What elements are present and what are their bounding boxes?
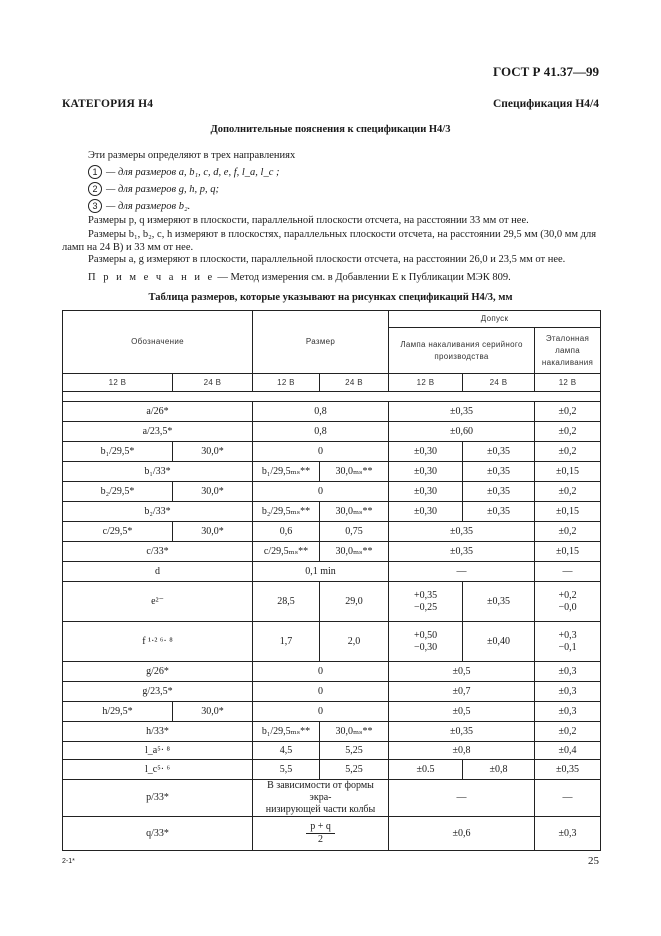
cell-designation-24v: 30,0* xyxy=(173,522,253,542)
cell-size-24v: 29,0 xyxy=(320,582,389,622)
cell-tolerance: ±0,35 xyxy=(389,722,535,742)
cell-reference: ±0,2 xyxy=(535,722,601,742)
table-row xyxy=(63,542,601,562)
cell-designation: p/33* xyxy=(63,780,253,817)
cell-tolerance: ±0,8 xyxy=(389,742,535,760)
table-row xyxy=(63,422,601,442)
tolerance-minus: −0,0 xyxy=(558,601,577,613)
paragraph-b1b2ch: Размеры b₁, b₂, c, h измеряют в плоскостях, параллельных плоскости отсчета, на расстоянии 29,5 мм (30,0 мм для ламп на 24 В) и 33 мм от нее. xyxy=(62,229,597,253)
table-row xyxy=(63,582,601,622)
header-12v: 12 В xyxy=(63,374,173,392)
table-row xyxy=(63,482,601,502)
cell-designation: f ¹·² ⁶· ⁸ xyxy=(63,622,253,662)
cell-tolerance-24v: ±0,40 xyxy=(463,622,535,662)
table-row xyxy=(63,402,601,422)
cell-designation: a/23,5* xyxy=(63,422,253,442)
paragraph-ag: Размеры a, g измеряют в плоскости, параллельной плоскости отсчета, на расстоянии 26,0 и 23,5 мм от нее. xyxy=(88,254,566,265)
document-code: ГОСТ Р 41.37—99 xyxy=(493,64,599,79)
cell-size: 0 xyxy=(253,442,389,462)
direction-3 xyxy=(88,199,190,213)
fraction xyxy=(306,821,335,846)
cell-reference: ±0,15 xyxy=(535,502,601,522)
category-title: КАТЕГОРИЯ Н4 xyxy=(62,98,154,110)
cell-size: 0 xyxy=(253,482,389,502)
cell-tolerance-12v xyxy=(389,582,463,622)
cell-tolerance-24v: ±0,35 xyxy=(463,442,535,462)
cell-size xyxy=(253,817,389,851)
cell-size-24v: 30,0ₘₛ** xyxy=(320,722,389,742)
cell-reference: — xyxy=(535,780,601,817)
cell-size-12v: b₁/29,5ₘₛ** xyxy=(253,722,320,742)
direction-2 xyxy=(88,182,219,196)
cell-designation: e²⁻ xyxy=(63,582,253,622)
cell-tolerance-12v: ±0,30 xyxy=(389,502,463,522)
tolerance-minus: −0,1 xyxy=(558,641,577,653)
header-tolerance: Допуск xyxy=(389,311,601,328)
header-24v: 24 В xyxy=(320,374,389,392)
cell-size-24v: 0,75 xyxy=(320,522,389,542)
cell-reference: ±0,15 xyxy=(535,542,601,562)
table-caption: Таблица размеров, которые указывают на рисунках спецификаций Н4/3, мм xyxy=(148,292,513,303)
cell-size-24v: 2,0 xyxy=(320,622,389,662)
cell-size-12v: b₂/29,5ₘₛ** xyxy=(253,502,320,522)
cell-tolerance-12v: ±0,30 xyxy=(389,482,463,502)
dimensions-table xyxy=(62,310,601,851)
cell-reference xyxy=(535,582,601,622)
cell-size-12v: 5,5 xyxy=(253,760,320,780)
cell-designation: d xyxy=(63,562,253,582)
cell-size: 0,8 xyxy=(253,402,389,422)
table-row xyxy=(63,562,601,582)
cell-tolerance: ±0,7 xyxy=(389,682,535,702)
cell-tolerance-24v: ±0,35 xyxy=(463,462,535,482)
cell-designation-24v: 30,0* xyxy=(173,442,253,462)
cell-size: 0,1 min xyxy=(253,562,389,582)
cell-size-12v: c/29,5ₘₛ** xyxy=(253,542,320,562)
cell-size-24v: 5,25 xyxy=(320,742,389,760)
circled-number-3: 3 xyxy=(88,199,102,213)
cell-tolerance-12v xyxy=(389,622,463,662)
cell-reference: ±0,3 xyxy=(535,662,601,682)
cell-size xyxy=(253,780,389,817)
cell-designation-12v: b₁/29,5* xyxy=(63,442,173,462)
specification-title: Спецификация Н4/4 xyxy=(492,98,599,110)
cell-tolerance-24v: ±0,35 xyxy=(463,582,535,622)
cell-tolerance-12v: ±0.5 xyxy=(389,760,463,780)
cell-reference: ±0,35 xyxy=(535,760,601,780)
cell-designation: h/33* xyxy=(63,722,253,742)
table-row xyxy=(63,462,601,482)
cell-tolerance: ±0,6 xyxy=(389,817,535,851)
cell-tolerance-24v: ±0,8 xyxy=(463,760,535,780)
table-row xyxy=(63,702,601,722)
note-text: — Метод измерения см. в Добавлении Е к Публикации МЭК 809. xyxy=(214,272,511,283)
note xyxy=(88,272,511,283)
cell-designation-12v: c/29,5* xyxy=(63,522,173,542)
cell-designation: g/26* xyxy=(63,662,253,682)
cell-reference: — xyxy=(535,562,601,582)
table-row xyxy=(63,817,601,851)
cell-size-12v: 4,5 xyxy=(253,742,320,760)
table-row xyxy=(63,522,601,542)
cell-reference: ±0,4 xyxy=(535,742,601,760)
cell-size-12v: 0,6 xyxy=(253,522,320,542)
cell-reference: ±0,3 xyxy=(535,817,601,851)
cell-size-12v: 28,5 xyxy=(253,582,320,622)
cell-designation: l_a⁵· ⁸ xyxy=(63,742,253,760)
table-row xyxy=(63,442,601,462)
cell-tolerance-12v: ±0,30 xyxy=(389,442,463,462)
cell-tolerance-12v: ±0,30 xyxy=(389,462,463,482)
cell-size-24v: 5,25 xyxy=(320,760,389,780)
cell-designation: q/33* xyxy=(63,817,253,851)
cell-reference: ±0,3 xyxy=(535,702,601,722)
header-designation: Обозначение xyxy=(63,311,253,374)
direction-3-text: — для размеров b₂. xyxy=(106,201,191,212)
cell-designation-12v: b₂/29,5* xyxy=(63,482,173,502)
direction-1 xyxy=(88,165,280,179)
fraction-numerator: p + q xyxy=(306,821,335,834)
cell-size: 0 xyxy=(253,662,389,682)
cell-size-24v: 30,0ₘₛ** xyxy=(320,502,389,522)
cell-reference: ±0,2 xyxy=(535,522,601,542)
cell-tolerance: ±0,5 xyxy=(389,662,535,682)
table-row xyxy=(63,780,601,817)
footer-code: 2-1* xyxy=(62,858,75,865)
cell-reference xyxy=(535,622,601,662)
cell-reference: ±0,15 xyxy=(535,462,601,482)
size-note-line-2: низирующей части колбы xyxy=(265,804,376,815)
tolerance-minus: −0,30 xyxy=(413,641,438,653)
cell-tolerance: ±0,5 xyxy=(389,702,535,722)
cell-tolerance: ±0,35 xyxy=(389,402,535,422)
circled-number-1: 1 xyxy=(88,165,102,179)
cell-reference: ±0,3 xyxy=(535,682,601,702)
tolerance-plus: +0,35 xyxy=(413,589,438,601)
table-row xyxy=(63,502,601,522)
cell-reference: ±0,2 xyxy=(535,442,601,462)
header-12v: 12 В xyxy=(535,374,601,392)
header-12v: 12 В xyxy=(389,374,463,392)
tolerance-plus: +0,50 xyxy=(413,629,438,641)
cell-designation-24v: 30,0* xyxy=(173,482,253,502)
cell-reference: ±0,2 xyxy=(535,422,601,442)
cell-tolerance: — xyxy=(389,562,535,582)
table-spacer xyxy=(63,392,601,402)
intro-paragraph: Эти размеры определяют в трех направлениях xyxy=(88,150,296,161)
cell-tolerance: — xyxy=(389,780,535,817)
table-row xyxy=(63,760,601,780)
page-number: 25 xyxy=(588,855,599,867)
cell-tolerance: ±0,35 xyxy=(389,542,535,562)
cell-designation-24v: 30,0* xyxy=(173,702,253,722)
cell-size-24v: 30,0ₘₛ** xyxy=(320,462,389,482)
cell-size: 0 xyxy=(253,682,389,702)
cell-designation: b₁/33* xyxy=(63,462,253,482)
tolerance-minus: −0,25 xyxy=(413,601,438,613)
cell-reference: ±0,2 xyxy=(535,402,601,422)
paragraph-pq: Размеры p, q измеряют в плоскости, параллельной плоскости отсчета, на расстоянии 33 мм от нее. xyxy=(88,215,529,226)
note-label: П р и м е ч а н и е xyxy=(88,272,215,283)
table-row xyxy=(63,742,601,760)
cell-designation: b₂/33* xyxy=(63,502,253,522)
cell-tolerance-24v: ±0,35 xyxy=(463,502,535,522)
direction-2-text: — для размеров g, h, p, q; xyxy=(106,184,219,195)
table-row xyxy=(63,722,601,742)
size-note-line-1: В зависимости от формы экра- xyxy=(267,780,374,803)
tolerance-plus: +0,2 xyxy=(558,589,577,601)
cell-designation: a/26* xyxy=(63,402,253,422)
header-12v: 12 В xyxy=(253,374,320,392)
table-row xyxy=(63,622,601,662)
header-serial-lamp: Лампа накаливания серийного производства xyxy=(389,328,535,374)
header-24v: 24 В xyxy=(463,374,535,392)
header-size: Размер xyxy=(253,311,389,374)
cell-designation: c/33* xyxy=(63,542,253,562)
cell-reference: ±0,2 xyxy=(535,482,601,502)
tolerance-plus: +0,3 xyxy=(558,629,577,641)
cell-size-12v: b₁/29,5ₘₛ** xyxy=(253,462,320,482)
section-subtitle: Дополнительные пояснения к спецификации Н4/3 xyxy=(210,124,451,135)
cell-tolerance: ±0,60 xyxy=(389,422,535,442)
cell-size: 0 xyxy=(253,702,389,722)
cell-size-12v: 1,7 xyxy=(253,622,320,662)
header-24v: 24 В xyxy=(173,374,253,392)
cell-size-24v: 30,0ₘₛ** xyxy=(320,542,389,562)
table-row xyxy=(63,682,601,702)
table-row xyxy=(63,662,601,682)
cell-size: 0,8 xyxy=(253,422,389,442)
cell-designation-12v: h/29,5* xyxy=(63,702,173,722)
cell-designation: g/23,5* xyxy=(63,682,253,702)
header-reference-lamp: Эталонная лампа накаливания xyxy=(535,328,601,374)
cell-designation: l_c⁵· ⁶ xyxy=(63,760,253,780)
direction-1-text: — для размеров a, b₁, c, d, e, f, l_a, l_c ; xyxy=(106,167,280,178)
cell-tolerance-24v: ±0,35 xyxy=(463,482,535,502)
circled-number-2: 2 xyxy=(88,182,102,196)
fraction-denominator: 2 xyxy=(318,834,323,845)
cell-tolerance: ±0,35 xyxy=(389,522,535,542)
